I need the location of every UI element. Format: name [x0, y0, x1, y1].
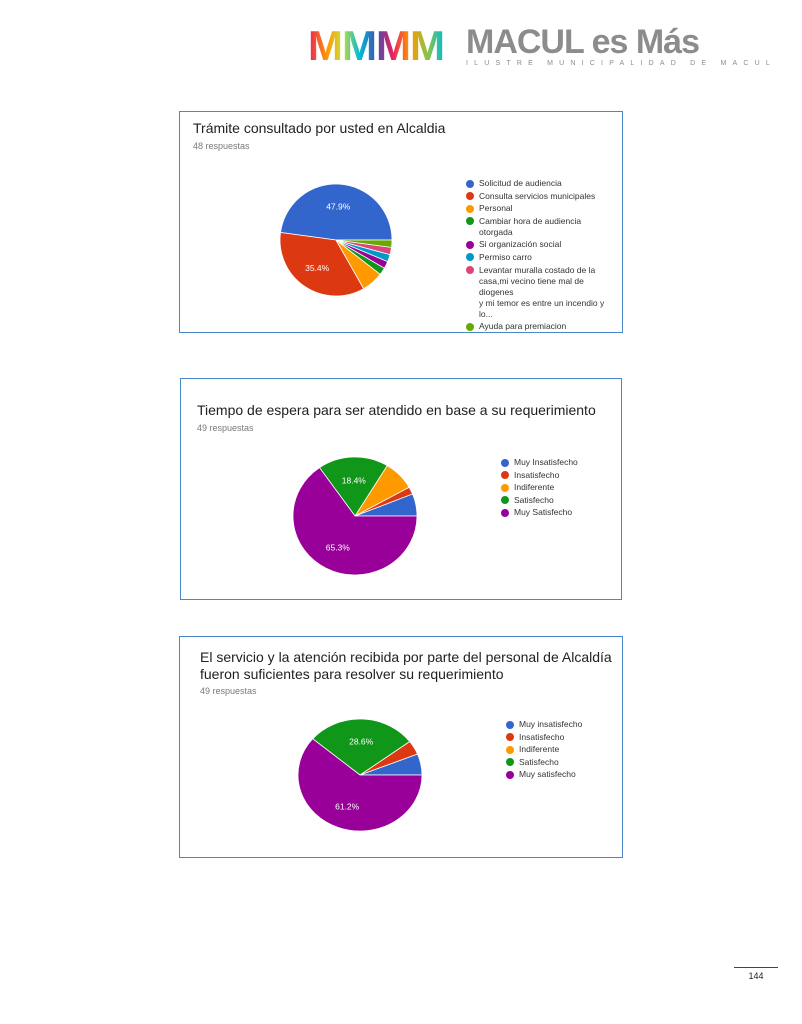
- logo-subtitle: ILUSTRE MUNICIPALIDAD DE MACUL: [466, 60, 776, 67]
- page-number: 144: [734, 967, 778, 981]
- legend-swatch: [506, 746, 514, 754]
- legend-item-si-organizaci-n-social: [466, 239, 616, 250]
- legend-swatch: [506, 758, 514, 766]
- legend-item-permiso-carro: [466, 252, 616, 263]
- legend-item-consulta-servicios-municipales: [466, 191, 616, 202]
- legend-label: Solicitud de audiencia: [479, 178, 562, 188]
- legend-label: Insatisfecho: [519, 731, 565, 742]
- legend-label: Levantar muralla costado de la casa,mi vecino tiene mal de diogenes y mi temor es entre un incendio y lo...: [479, 264, 605, 319]
- legend-label: Personal: [479, 203, 513, 214]
- chart-card-tiempo-espera: [180, 378, 622, 600]
- legend-label: Muy Insatisfecho: [514, 457, 578, 467]
- legend-swatch: [466, 217, 474, 225]
- pie-data-label: 61.2%: [335, 801, 360, 812]
- chart-legend: [466, 178, 616, 334]
- legend-swatch: [501, 509, 509, 517]
- legend-label: Cambiar hora de audiencia otorgada: [479, 215, 582, 237]
- legend-item-personal: [466, 203, 616, 214]
- legend-item-indiferente: [506, 744, 621, 755]
- legend-label: Ayuda para premiacion: [479, 321, 567, 332]
- legend-label: Permiso carro: [479, 251, 532, 262]
- pie-data-label: 35.4%: [305, 262, 330, 273]
- legend-swatch: [501, 459, 509, 467]
- legend-swatch: [501, 471, 509, 479]
- pie-chart: [298, 720, 422, 832]
- legend-swatch: [506, 733, 514, 741]
- legend-label: Indiferente: [514, 482, 555, 493]
- legend-label: Si organización social: [479, 239, 562, 250]
- pie-data-label: 28.6%: [349, 736, 374, 747]
- legend-item-muy-insatisfecho: [506, 719, 621, 730]
- legend-swatch: [506, 771, 514, 779]
- pie-chart: [293, 458, 417, 576]
- legend-item-muy-satisfecho: [506, 769, 621, 780]
- legend-item-muy-insatisfecho: [501, 457, 616, 468]
- chart-title: El servicio y la atención recibida por parte del personal de Alcaldía fueron suficientes para resolver su requerimiento: [200, 649, 612, 682]
- chart-title: Trámite consultado por usted en Alcaldia: [193, 120, 446, 136]
- pie-data-label: 18.4%: [341, 475, 366, 486]
- legend-swatch: [466, 253, 474, 261]
- legend-item-muy-satisfecho: [501, 507, 616, 518]
- chart-legend: [501, 457, 616, 520]
- legend-item-insatisfecho: [501, 470, 616, 481]
- legend-item-ayuda-para-premiacion: [466, 321, 616, 332]
- legend-label: Muy Satisfecho: [514, 507, 573, 518]
- legend-swatch: [466, 192, 474, 200]
- legend-item-solicitud-de-audiencia: [466, 178, 616, 189]
- legend-item-levantar-muralla-costado-de-la: [466, 265, 616, 320]
- legend-item-cambiar-hora-de-audiencia-otorgada: [466, 216, 616, 238]
- legend-swatch: [466, 266, 474, 274]
- pie-data-label: 65.3%: [325, 542, 350, 553]
- pie-slice-solicitud-de-audiencia: [281, 184, 392, 240]
- chart-legend: [506, 719, 621, 782]
- legend-label: Muy insatisfecho: [519, 719, 583, 729]
- pie-chart: [280, 178, 392, 302]
- legend-swatch: [466, 241, 474, 249]
- chart-subtitle: 49 respuestas: [200, 686, 257, 696]
- municipality-logo: [308, 22, 776, 72]
- legend-swatch: [501, 484, 509, 492]
- legend-label: Insatisfecho: [514, 469, 560, 480]
- legend-swatch: [466, 205, 474, 213]
- legend-item-satisfecho: [506, 757, 621, 768]
- legend-label: Satisfecho: [514, 494, 554, 505]
- chart-subtitle: 48 respuestas: [193, 141, 250, 151]
- legend-item-satisfecho: [501, 495, 616, 506]
- legend-swatch: [466, 180, 474, 188]
- logo-wordmark: MACUL es Más: [466, 23, 699, 61]
- chart-title: Tiempo de espera para ser atendido en base a su requerimiento: [197, 402, 596, 418]
- chart-subtitle: 49 respuestas: [197, 423, 254, 433]
- legend-swatch: [506, 721, 514, 729]
- chart-card-tramite: [179, 111, 623, 333]
- legend-label: Satisfecho: [519, 756, 559, 767]
- legend-swatch: [466, 323, 474, 331]
- legend-swatch: [501, 496, 509, 504]
- legend-item-indiferente: [501, 482, 616, 493]
- pie-data-label: 47.9%: [326, 201, 351, 212]
- chart-card-servicio-atencion: [179, 636, 623, 858]
- legend-item-insatisfecho: [506, 732, 621, 743]
- legend-label: Indiferente: [519, 744, 560, 755]
- legend-label: Consulta servicios municipales: [479, 190, 596, 201]
- legend-label: Muy satisfecho: [519, 769, 576, 780]
- logo-mark: MMMM: [308, 22, 444, 69]
